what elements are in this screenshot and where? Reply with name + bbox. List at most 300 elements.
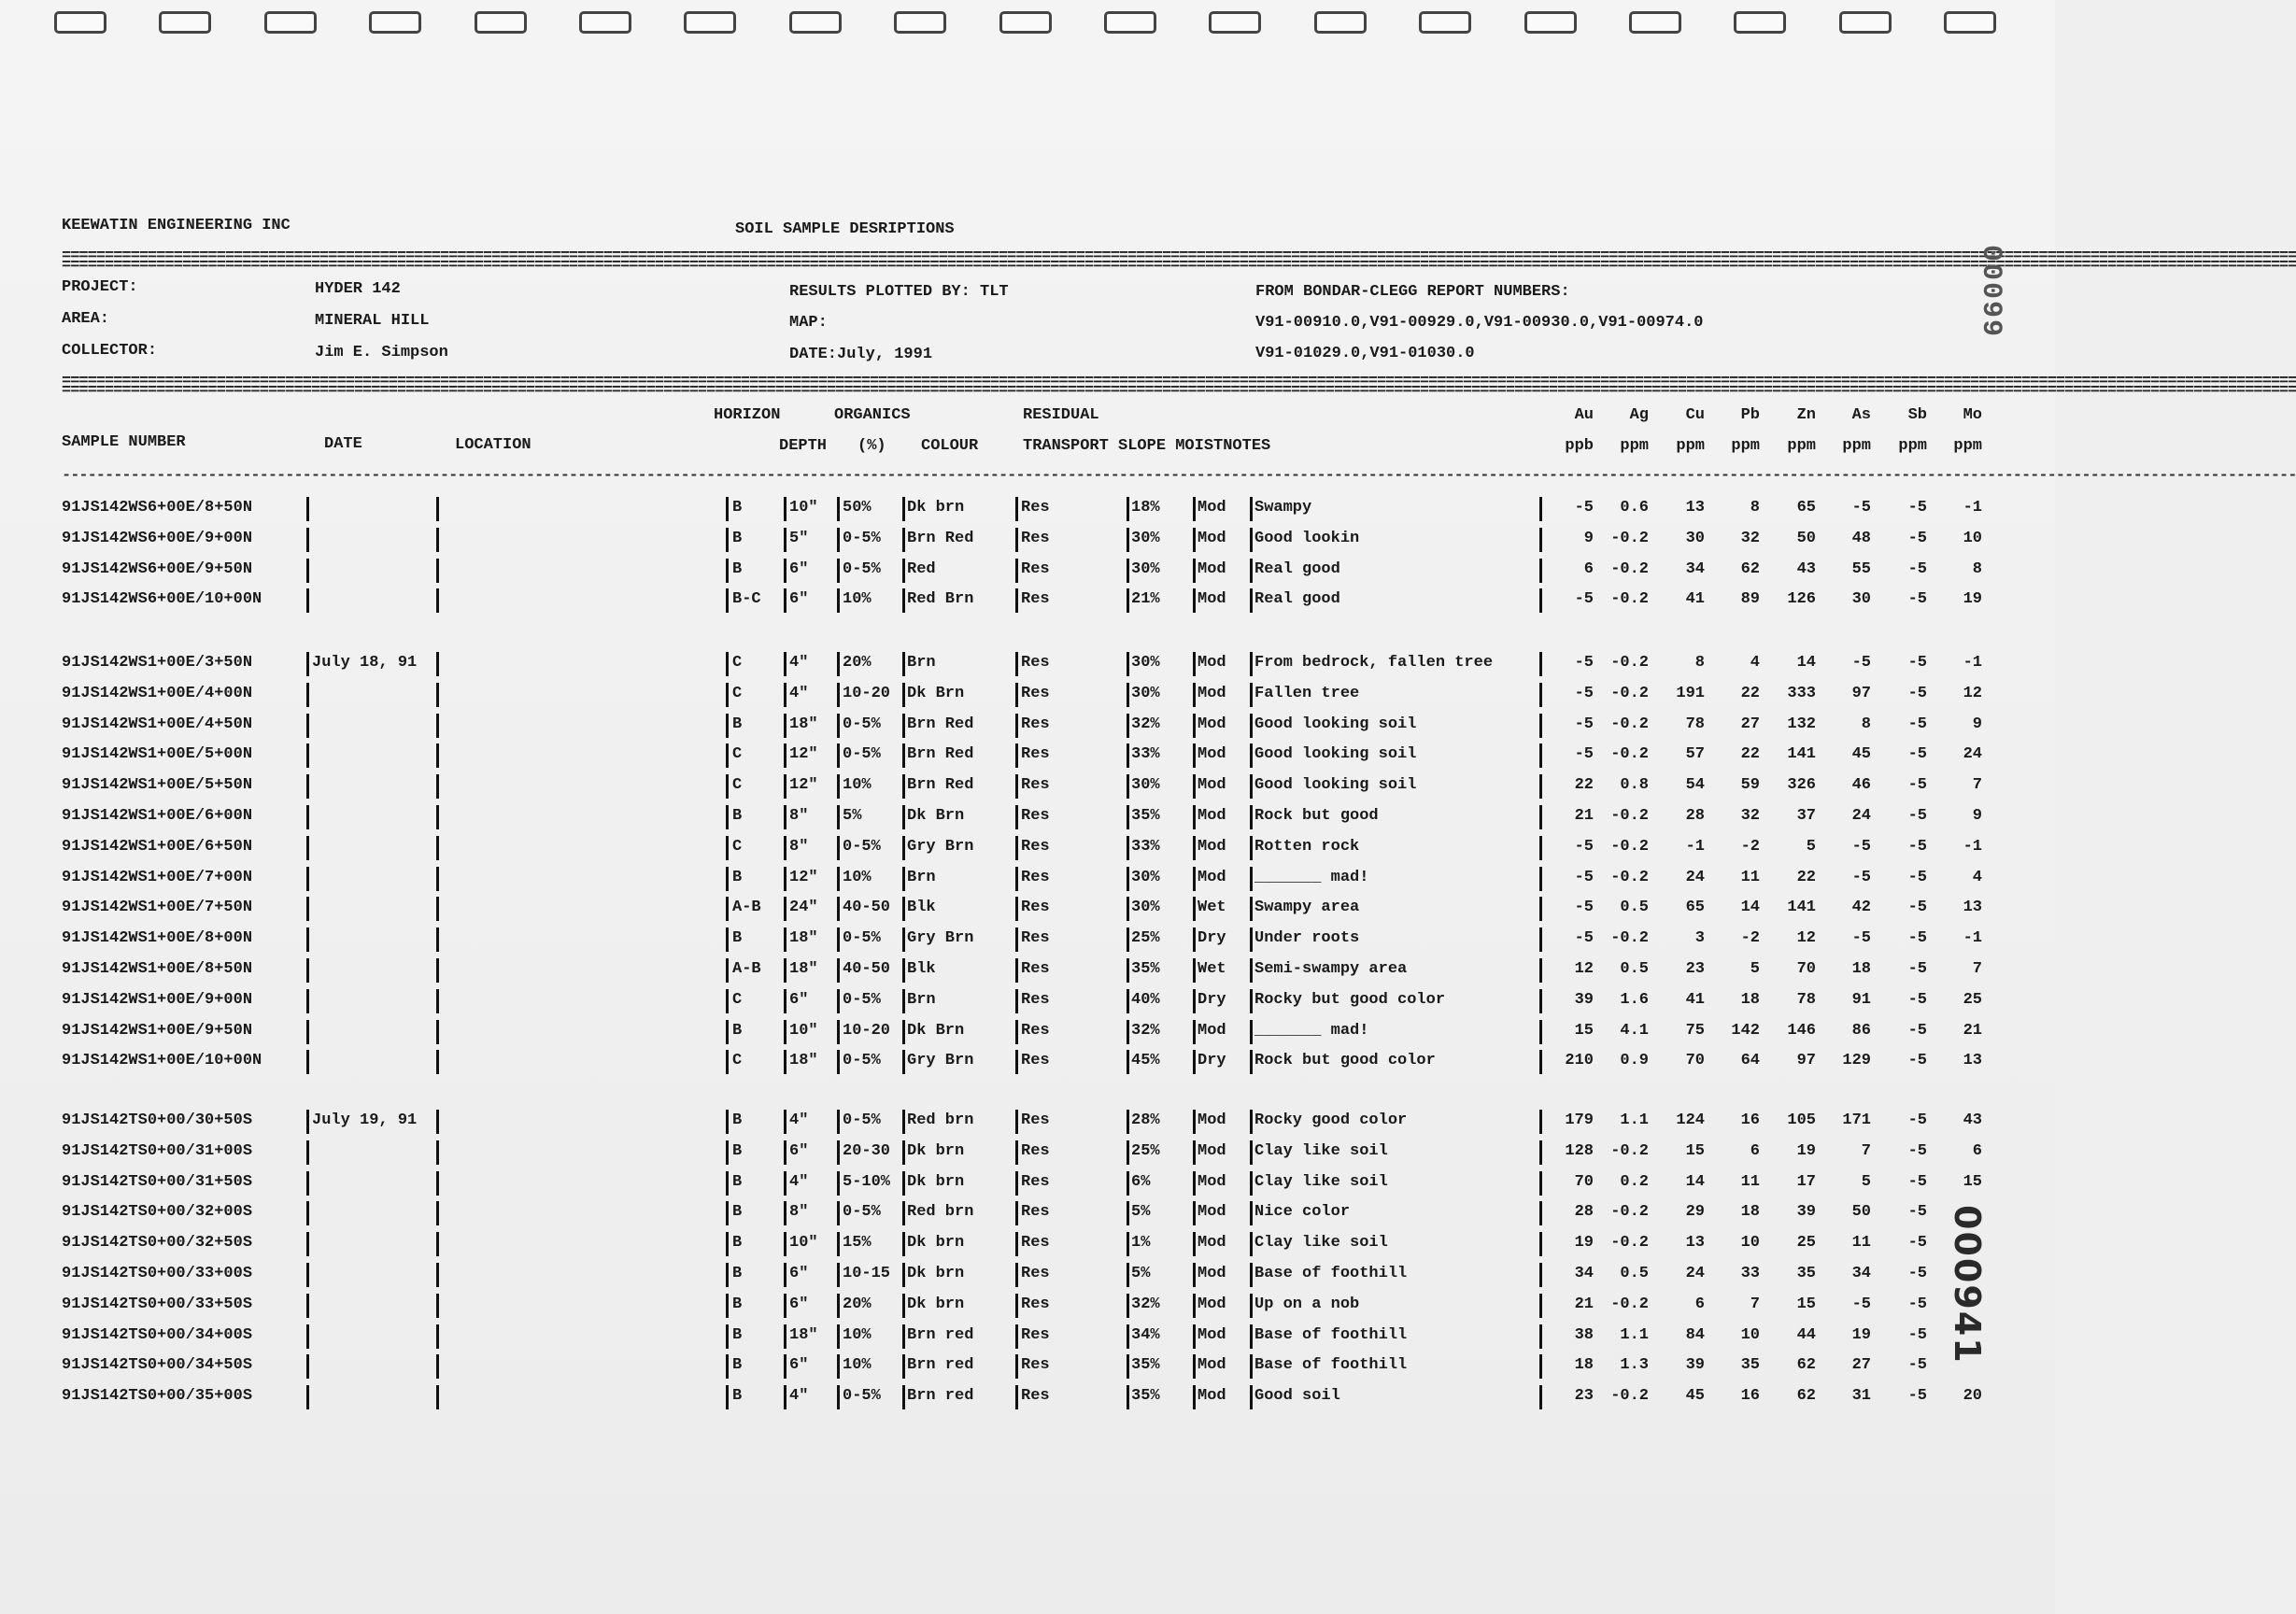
column-separator — [902, 1354, 905, 1379]
cell-moist: Mod — [1198, 654, 1226, 672]
column-separator — [1127, 1263, 1129, 1287]
cell-depth: 4" — [789, 1387, 809, 1406]
column-separator — [902, 774, 905, 799]
cell-ag: 1.3 — [1620, 1356, 1649, 1375]
col-element-pb: Pb — [1740, 406, 1760, 424]
cell-hz: A-B — [732, 899, 761, 917]
cell-colour: Dk brn — [907, 1295, 965, 1313]
cell-pb: 27 — [1740, 715, 1760, 733]
column-separator — [784, 1050, 787, 1074]
cell-sb: -5 — [1907, 684, 1927, 702]
cell-sample: 91JS142TS0+00/33+50S — [62, 1295, 253, 1313]
column-separator — [306, 836, 309, 860]
cell-colour: Brn Red — [907, 715, 974, 733]
cell-mo: -1 — [1963, 837, 1982, 856]
column-separator — [436, 958, 439, 983]
cell-depth: 18" — [789, 1325, 818, 1344]
cell-moist: Mod — [1198, 1325, 1226, 1344]
table-row — [0, 956, 2055, 987]
col-unit-sb: ppm — [1898, 437, 1927, 455]
cell-ag: -0.2 — [1610, 715, 1649, 733]
cell-moist: Mod — [1198, 1295, 1226, 1313]
column-separator — [436, 1232, 439, 1256]
cell-depth: 8" — [789, 807, 809, 825]
cell-sample: 91JS142TS0+00/32+00S — [62, 1203, 253, 1222]
cell-org: 10-20 — [843, 684, 891, 702]
cell-au: -5 — [1574, 654, 1594, 672]
column-separator — [1015, 1232, 1018, 1256]
column-separator — [1127, 528, 1129, 552]
cell-org: 0-5% — [843, 559, 881, 578]
column-separator — [837, 683, 840, 707]
column-separator — [902, 1140, 905, 1165]
cell-hz: B — [732, 559, 743, 578]
cell-zn: 126 — [1787, 590, 1816, 609]
feed-hole — [1419, 11, 1471, 34]
column-separator — [306, 774, 309, 799]
cell-colour: Brn red — [907, 1325, 974, 1344]
cell-colour: Red Brn — [907, 590, 974, 609]
cell-hz: B — [732, 499, 743, 517]
cell-sample: 91JS142WS1+00E/7+00N — [62, 868, 253, 886]
feed-hole — [264, 11, 317, 34]
column-separator — [1250, 836, 1253, 860]
cell-notes: Rock but good — [1254, 807, 1379, 825]
column-separator — [436, 1020, 439, 1044]
cell-sample: 91JS142WS1+00E/9+00N — [62, 990, 253, 1009]
cell-ag: 0.8 — [1620, 776, 1649, 795]
column-separator — [902, 683, 905, 707]
cell-pb: 33 — [1740, 1265, 1760, 1282]
column-separator — [726, 1232, 729, 1256]
cell-hz: B — [732, 1387, 743, 1406]
column-separator — [436, 559, 439, 583]
column-separator — [306, 1232, 309, 1256]
cell-notes: Clay like soil — [1254, 1172, 1388, 1191]
cell-mo: 10 — [1963, 529, 1982, 547]
feed-hole — [1314, 11, 1367, 34]
cell-sample: 91JS142WS6+00E/8+50N — [62, 499, 253, 517]
cell-zn: 146 — [1787, 1021, 1816, 1040]
column-separator — [1015, 559, 1018, 583]
column-separator — [306, 528, 309, 552]
cell-cu: 57 — [1685, 745, 1705, 764]
cell-pb: 16 — [1740, 1111, 1760, 1129]
column-separator — [306, 743, 309, 768]
cell-au: 38 — [1574, 1325, 1594, 1344]
column-separator — [436, 1294, 439, 1318]
column-separator — [436, 1263, 439, 1287]
feed-hole — [159, 11, 211, 34]
column-separator — [1193, 958, 1196, 983]
cell-sb: -5 — [1907, 868, 1927, 886]
cell-as: -5 — [1851, 837, 1871, 856]
cell-moist: Mod — [1198, 559, 1226, 578]
column-separator — [1250, 774, 1253, 799]
cell-sample: 91JS142WS1+00E/10+00N — [62, 1052, 262, 1070]
cell-ag: -0.2 — [1610, 1234, 1649, 1253]
cell-slope: 18% — [1131, 499, 1160, 517]
cell-org: 40-50 — [843, 899, 891, 917]
cell-notes: Fallen tree — [1254, 684, 1360, 702]
cell-tr: Res — [1021, 499, 1050, 517]
column-separator — [1015, 1263, 1018, 1287]
cell-slope: 35% — [1131, 807, 1160, 825]
report-title: SOIL SAMPLE DESRIPTIONS — [735, 220, 955, 238]
cell-mo: 8 — [1972, 559, 1982, 578]
cell-slope: 35% — [1131, 1387, 1160, 1406]
cell-org: 10% — [843, 1325, 872, 1344]
column-separator — [902, 1324, 905, 1349]
cell-slope: 32% — [1131, 1295, 1160, 1313]
column-separator — [1015, 1110, 1018, 1134]
cell-moist: Mod — [1198, 684, 1226, 702]
cell-org: 15% — [843, 1234, 872, 1253]
column-separator — [1127, 652, 1129, 676]
cell-cu: -1 — [1685, 837, 1705, 856]
cell-colour: Dk Brn — [907, 684, 965, 702]
cell-sample: 91JS142TS0+00/31+50S — [62, 1172, 253, 1191]
column-separator — [784, 867, 787, 891]
cell-as: 91 — [1851, 990, 1871, 1009]
cell-depth: 5" — [789, 529, 809, 547]
col-element-as: As — [1851, 406, 1871, 424]
cell-org: 50% — [843, 499, 872, 517]
column-separator — [902, 559, 905, 583]
cell-au: 179 — [1565, 1111, 1594, 1129]
cell-tr: Res — [1021, 929, 1050, 948]
cell-hz: C — [732, 1052, 743, 1070]
cell-ag: -0.2 — [1610, 684, 1649, 702]
column-separator — [436, 989, 439, 1013]
table-row — [0, 587, 2055, 617]
column-separator — [306, 1201, 309, 1225]
cell-colour: Brn Red — [907, 776, 974, 795]
cell-mo: 43 — [1963, 1111, 1982, 1129]
cell-mo: 7 — [1972, 776, 1982, 795]
cell-org: 10-15 — [843, 1265, 891, 1282]
cell-cu: 41 — [1685, 590, 1705, 609]
column-separator — [902, 836, 905, 860]
cell-notes: Base of foothill — [1254, 1356, 1408, 1375]
cell-cu: 191 — [1676, 684, 1705, 702]
cell-as: 31 — [1851, 1387, 1871, 1406]
cell-zn: 105 — [1787, 1111, 1816, 1129]
cell-as: 45 — [1851, 745, 1871, 764]
cell-slope: 35% — [1131, 960, 1160, 978]
cell-au: 21 — [1574, 807, 1594, 825]
cell-au: -5 — [1574, 868, 1594, 886]
cell-tr: Res — [1021, 1172, 1050, 1191]
column-separator — [1015, 836, 1018, 860]
cell-slope: 30% — [1131, 559, 1160, 578]
col-element-au: Au — [1574, 406, 1594, 424]
column-separator — [1127, 1294, 1129, 1318]
column-separator — [784, 1294, 787, 1318]
cell-slope: 28% — [1131, 1111, 1160, 1129]
column-separator — [1127, 897, 1129, 921]
cell-hz: B — [732, 1203, 743, 1222]
cell-depth: 8" — [789, 1203, 809, 1222]
cell-zn: 97 — [1796, 1052, 1816, 1070]
cell-ag: -0.2 — [1610, 1295, 1649, 1313]
column-separator — [306, 1354, 309, 1379]
cell-hz: B — [732, 1141, 743, 1160]
feed-hole — [1524, 11, 1577, 34]
cell-ag: -0.2 — [1610, 868, 1649, 886]
cell-mo: 20 — [1963, 1387, 1982, 1406]
cell-slope: 32% — [1131, 1021, 1160, 1040]
column-separator — [306, 1140, 309, 1165]
column-separator — [784, 927, 787, 952]
column-separator — [1250, 1324, 1253, 1349]
cell-tr: Res — [1021, 684, 1050, 702]
area-value: MINERAL HILL — [315, 312, 430, 330]
column-separator — [784, 1354, 787, 1379]
cell-mo: 9 — [1972, 715, 1982, 733]
column-separator — [784, 683, 787, 707]
table-row — [0, 495, 2055, 526]
cell-notes: Clay like soil — [1254, 1141, 1388, 1160]
cell-hz: A-B — [732, 960, 761, 978]
cell-cu: 13 — [1685, 499, 1705, 517]
column-separator — [1250, 1385, 1253, 1409]
column-separator — [1193, 714, 1196, 738]
col-organics: ORGANICS — [834, 406, 911, 424]
cell-zn: 141 — [1787, 745, 1816, 764]
cell-tr: Res — [1021, 745, 1050, 764]
cell-sb: -5 — [1907, 1295, 1927, 1313]
column-separator — [784, 1020, 787, 1044]
column-separator — [1193, 867, 1196, 891]
cell-ag: 0.9 — [1620, 1052, 1649, 1070]
cell-zn: 326 — [1787, 776, 1816, 795]
cell-sample: 91JS142WS1+00E/5+50N — [62, 776, 253, 795]
cell-slope: 34% — [1131, 1325, 1160, 1344]
report-numbers-line-1: V91-00910.0,V91-00929.0,V91-00930.0,V91-00974.0 — [1255, 314, 1704, 332]
cell-cu: 3 — [1694, 929, 1705, 948]
cell-sb: -5 — [1907, 715, 1927, 733]
cell-sample: 91JS142WS6+00E/10+00N — [62, 590, 262, 609]
cell-tr: Res — [1021, 1387, 1050, 1406]
cell-au: 12 — [1574, 960, 1594, 978]
column-separator — [902, 588, 905, 613]
cell-ag: -0.2 — [1610, 654, 1649, 672]
cell-depth: 4" — [789, 1111, 809, 1129]
cell-slope: 30% — [1131, 684, 1160, 702]
column-separator — [1193, 1385, 1196, 1409]
column-separator — [1250, 1110, 1253, 1134]
cell-sample: 91JS142WS1+00E/9+50N — [62, 1021, 253, 1040]
cell-moist: Wet — [1198, 899, 1226, 917]
column-separator — [306, 683, 309, 707]
column-separator — [1127, 1324, 1129, 1349]
cell-ag: 1.1 — [1620, 1111, 1649, 1129]
column-separator — [1193, 989, 1196, 1013]
cell-pb: 32 — [1740, 529, 1760, 547]
cell-sb: -5 — [1907, 529, 1927, 547]
column-separator — [1250, 528, 1253, 552]
cell-as: 8 — [1861, 715, 1871, 733]
col-transport-slope-moist-notes: TRANSPORT SLOPE MOISTNOTES — [1023, 437, 1271, 455]
cell-sample: 91JS142TS0+00/30+50S — [62, 1111, 253, 1129]
cell-notes: Good looking soil — [1254, 715, 1417, 733]
column-separator — [1193, 559, 1196, 583]
column-separator — [1250, 1050, 1253, 1074]
column-separator — [306, 559, 309, 583]
cell-tr: Res — [1021, 960, 1050, 978]
cell-tr: Res — [1021, 654, 1050, 672]
cell-ag: 0.5 — [1620, 899, 1649, 917]
cell-moist: Mod — [1198, 499, 1226, 517]
cell-notes: Up on a nob — [1254, 1295, 1360, 1313]
cell-sample: 91JS142WS1+00E/4+50N — [62, 715, 253, 733]
cell-notes: Good looking soil — [1254, 776, 1417, 795]
cell-zn: 22 — [1796, 868, 1816, 886]
col-unit-pb: ppm — [1731, 437, 1760, 455]
cell-slope: 30% — [1131, 776, 1160, 795]
column-separator — [726, 588, 729, 613]
column-separator — [902, 958, 905, 983]
cell-sb: -5 — [1907, 960, 1927, 978]
cell-moist: Mod — [1198, 1172, 1226, 1191]
cell-au: -5 — [1574, 499, 1594, 517]
cell-cu: 24 — [1685, 1265, 1705, 1282]
column-separator — [1127, 958, 1129, 983]
column-separator — [1193, 1171, 1196, 1196]
cell-tr: Res — [1021, 1265, 1050, 1282]
cell-colour: Brn — [907, 990, 936, 1009]
column-separator — [1015, 867, 1018, 891]
column-separator — [306, 867, 309, 891]
cell-pb: 10 — [1740, 1325, 1760, 1344]
table-row — [0, 1352, 2055, 1383]
cell-ag: 0.5 — [1620, 1265, 1649, 1282]
cell-notes: _______ mad! — [1254, 868, 1369, 886]
cell-colour: Brn Red — [907, 529, 974, 547]
cell-sb: -5 — [1907, 1052, 1927, 1070]
cell-as: 24 — [1851, 807, 1871, 825]
col-unit-as: ppm — [1842, 437, 1871, 455]
column-separator — [726, 714, 729, 738]
column-separator — [837, 1263, 840, 1287]
cell-sample: 91JS142WS1+00E/3+50N — [62, 654, 253, 672]
cell-mo: 25 — [1963, 990, 1982, 1009]
column-separator — [784, 1324, 787, 1349]
cell-org: 20% — [843, 654, 872, 672]
column-separator — [784, 805, 787, 829]
cell-tr: Res — [1021, 590, 1050, 609]
cell-sb: -5 — [1907, 1234, 1927, 1253]
column-separator — [726, 1201, 729, 1225]
cell-au: 23 — [1574, 1387, 1594, 1406]
cell-depth: 6" — [789, 1295, 809, 1313]
col-sample-number: SAMPLE NUMBER — [62, 433, 186, 451]
column-separator — [1193, 528, 1196, 552]
cell-tr: Res — [1021, 837, 1050, 856]
cell-tr: Res — [1021, 1021, 1050, 1040]
column-separator — [784, 1171, 787, 1196]
cell-cu: 30 — [1685, 529, 1705, 547]
cell-au: -5 — [1574, 715, 1594, 733]
col-colour: COLOUR — [921, 437, 979, 455]
collector-label: COLLECTOR: — [62, 342, 158, 360]
column-separator — [1127, 927, 1129, 952]
column-separator — [902, 927, 905, 952]
cell-notes: Clay like soil — [1254, 1234, 1388, 1253]
column-separator — [784, 714, 787, 738]
column-separator — [306, 714, 309, 738]
column-separator — [1193, 774, 1196, 799]
column-separator — [436, 714, 439, 738]
feed-hole — [369, 11, 421, 34]
column-separator — [1193, 1110, 1196, 1134]
cell-moist: Mod — [1198, 868, 1226, 886]
cell-cu: 124 — [1676, 1111, 1705, 1129]
cell-tr: Res — [1021, 715, 1050, 733]
cell-colour: Brn Red — [907, 745, 974, 764]
column-separator — [1250, 588, 1253, 613]
column-separator — [784, 1110, 787, 1134]
column-separator — [1127, 1201, 1129, 1225]
column-separator — [726, 528, 729, 552]
cell-zn: 35 — [1796, 1265, 1816, 1282]
cell-depth: 24" — [789, 899, 818, 917]
cell-moist: Wet — [1198, 960, 1226, 978]
column-separator — [784, 989, 787, 1013]
column-separator — [726, 774, 729, 799]
column-separator — [902, 897, 905, 921]
cell-mo: 21 — [1963, 1021, 1982, 1040]
column-separator — [784, 497, 787, 521]
column-separator — [1127, 1385, 1129, 1409]
cell-moist: Mod — [1198, 1356, 1226, 1375]
cell-notes: Under roots — [1254, 929, 1360, 948]
cell-colour: Blk — [907, 899, 936, 917]
cell-colour: Brn — [907, 868, 936, 886]
cell-cu: 78 — [1685, 715, 1705, 733]
cell-pb: 11 — [1740, 1172, 1760, 1191]
cell-zn: 19 — [1796, 1141, 1816, 1160]
column-separator — [1127, 805, 1129, 829]
column-separator — [1015, 1354, 1018, 1379]
column-separator — [784, 1385, 787, 1409]
cell-hz: B — [732, 807, 743, 825]
report-numbers-label: FROM BONDAR-CLEGG REPORT NUMBERS: — [1255, 283, 1570, 301]
cell-colour: Dk brn — [907, 499, 965, 517]
column-separator — [837, 836, 840, 860]
cell-colour: Gry Brn — [907, 929, 974, 948]
cell-cu: 75 — [1685, 1021, 1705, 1040]
cell-org: 10% — [843, 590, 872, 609]
table-row — [0, 1261, 2055, 1292]
cell-moist: Dry — [1198, 1052, 1226, 1070]
cell-mo: 6 — [1972, 1141, 1982, 1160]
cell-mo: -1 — [1963, 654, 1982, 672]
cell-depth: 4" — [789, 684, 809, 702]
column-separator — [306, 588, 309, 613]
cell-colour: Brn — [907, 654, 936, 672]
cell-org: 10% — [843, 776, 872, 795]
column-separator — [784, 774, 787, 799]
column-separator — [837, 774, 840, 799]
column-separator — [1127, 1171, 1129, 1196]
cell-au: 19 — [1574, 1234, 1594, 1253]
column-separator — [1250, 805, 1253, 829]
cell-moist: Mod — [1198, 1141, 1226, 1160]
cell-notes: Swampy — [1254, 499, 1312, 517]
cell-slope: 30% — [1131, 654, 1160, 672]
